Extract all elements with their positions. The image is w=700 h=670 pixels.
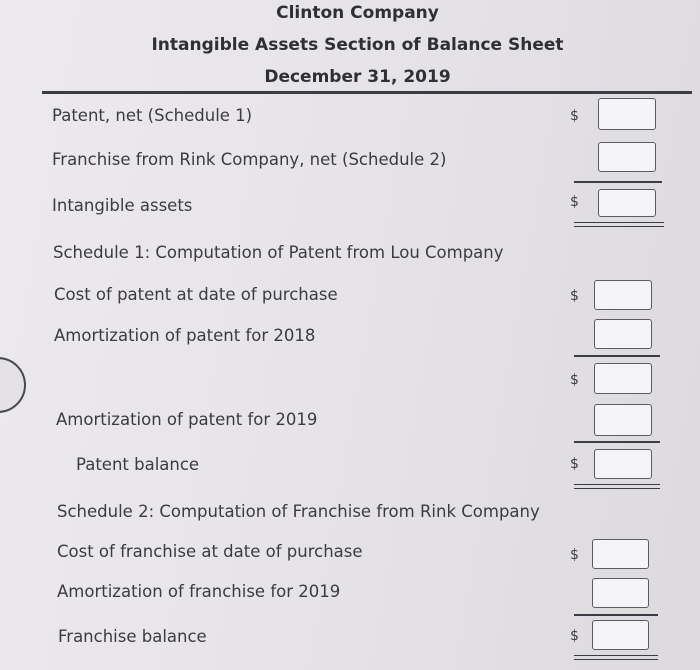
input-franchise-net[interactable]	[598, 142, 656, 172]
total-double-underline	[574, 484, 660, 489]
row-label-intangible-assets: Intangible assets	[52, 196, 193, 215]
subtotal-underline	[574, 614, 658, 616]
input-cost-franchise[interactable]	[592, 539, 649, 569]
row-label-amort-patent-2019: Amortization of patent for 2019	[56, 410, 318, 429]
input-amort-patent-2018[interactable]	[594, 319, 652, 349]
total-double-underline	[574, 222, 664, 227]
input-cost-patent[interactable]	[594, 280, 652, 310]
dollar-sign: $	[570, 194, 579, 210]
input-patent-balance[interactable]	[594, 449, 652, 479]
input-amort-franchise-2019[interactable]	[592, 578, 649, 608]
input-patent-subtotal-2018[interactable]	[594, 363, 652, 394]
dollar-sign: $	[570, 547, 579, 563]
subtotal-underline	[574, 181, 662, 183]
input-franchise-balance[interactable]	[592, 620, 649, 650]
input-patent-net[interactable]	[598, 98, 656, 130]
row-label-amort-franchise-2019: Amortization of franchise for 2019	[57, 582, 341, 601]
schedule1-title: Schedule 1: Computation of Patent from Lou Company	[53, 243, 504, 262]
total-double-underline	[574, 655, 658, 660]
side-panel-tab[interactable]	[0, 357, 26, 413]
row-label-amort-patent-2018: Amortization of patent for 2018	[54, 326, 316, 345]
dollar-sign: $	[570, 108, 579, 124]
input-intangible-assets[interactable]	[598, 189, 656, 217]
subtotal-underline	[574, 441, 660, 443]
dollar-sign: $	[570, 288, 579, 304]
row-label-cost-franchise: Cost of franchise at date of purchase	[57, 542, 363, 561]
statement-date: December 31, 2019	[264, 67, 451, 87]
company-name: Clinton Company	[276, 3, 439, 23]
subtotal-underline	[574, 355, 660, 357]
row-label-patent-net: Patent, net (Schedule 1)	[52, 106, 253, 125]
dollar-sign: $	[570, 372, 579, 388]
dollar-sign: $	[570, 628, 579, 644]
statement-title: Intangible Assets Section of Balance Sheet	[151, 35, 564, 55]
dollar-sign: $	[570, 456, 579, 472]
header-rule	[42, 91, 692, 94]
schedule2-title: Schedule 2: Computation of Franchise from Rink Company	[57, 502, 540, 521]
row-label-cost-patent: Cost of patent at date of purchase	[54, 285, 338, 304]
row-label-franchise-net: Franchise from Rink Company, net (Schedule 2)	[52, 150, 447, 169]
row-label-franchise-balance: Franchise balance	[58, 627, 207, 646]
input-amort-patent-2019[interactable]	[594, 404, 652, 436]
row-label-patent-balance: Patent balance	[76, 455, 200, 474]
